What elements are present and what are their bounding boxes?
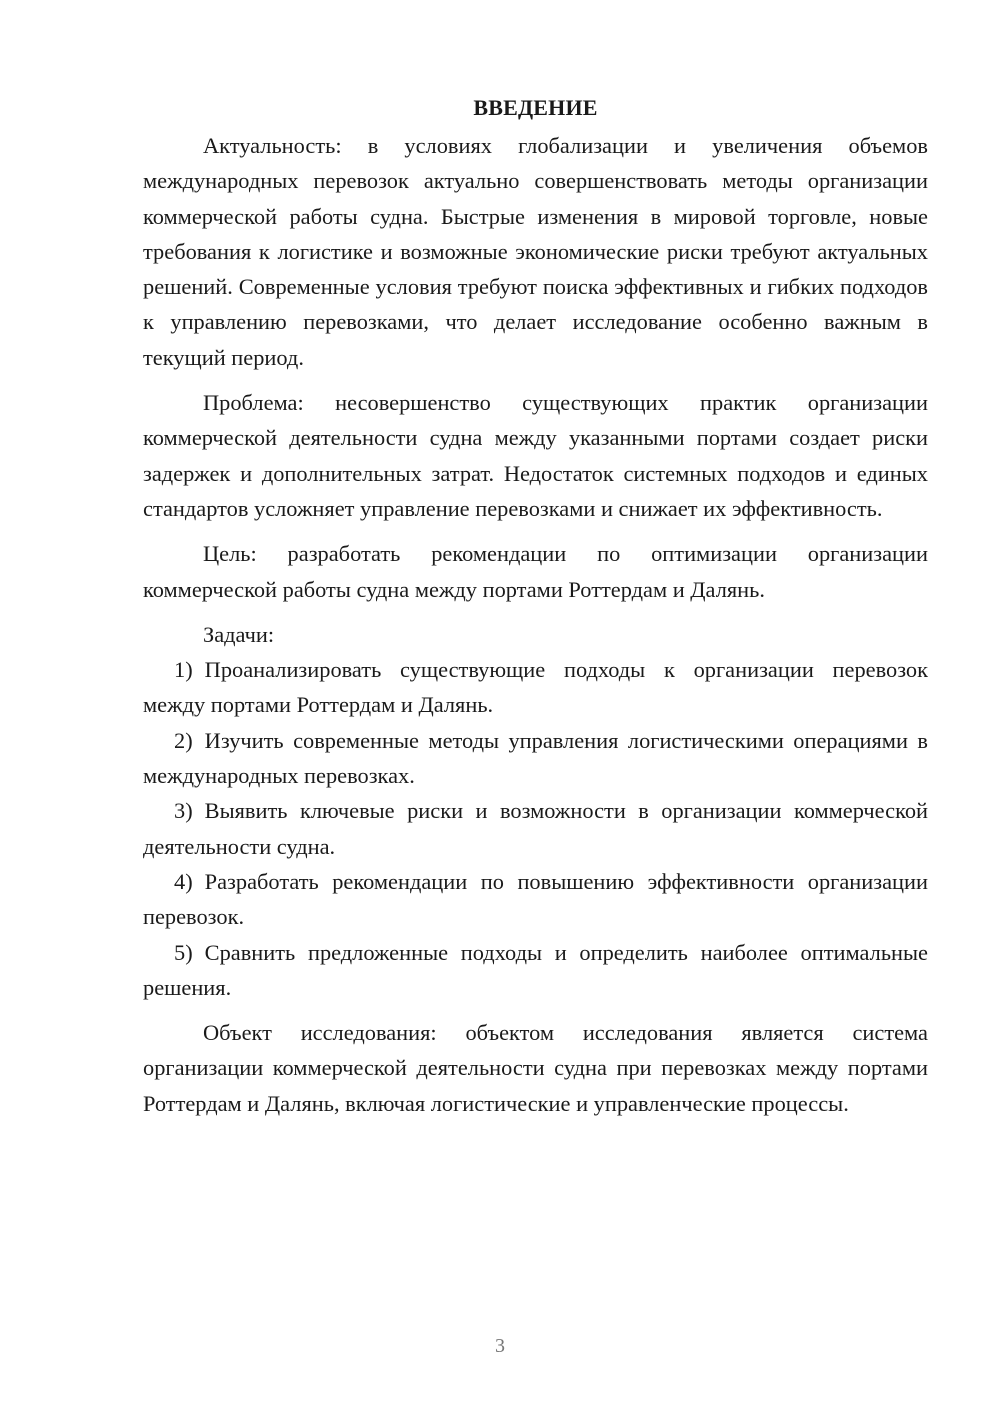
list-item-number: 4) [174, 868, 193, 894]
list-item [143, 723, 928, 794]
page-number: 3 [495, 1335, 505, 1357]
section-heading: ВВЕДЕНИЕ [473, 95, 598, 120]
list-item-number: 1) [174, 657, 193, 683]
tasks-label: Задачи: [203, 621, 275, 647]
list-item [143, 793, 928, 864]
list-item-text: Выявить ключевые риски и возможности в организации коммерческой деятельности судна. [143, 798, 928, 859]
list-item-number: 2) [174, 727, 193, 753]
relevance-paragraph: Актуальность: в условиях глобализации и увеличения объемов международных перевозок актуально совершенствовать методы организации коммерческой работы судна. Быстрые изменения в мировой торговле, новые требования к логистике и возможные экономические риски требуют актуальных решений. Современные условия требуют поиска эффективных и гибких подходов к управлению перевозками, что делает исследование особенно важным в текущий период. [143, 133, 928, 370]
problem-paragraph: Проблема: несовершенство существующих практик организации коммерческой деятельности судна между указанными портами создает риски задержек и дополнительных затрат. Недостаток системных подходов и единых стандартов усложняет управление перевозками и снижает их эффективность. [143, 390, 928, 521]
list-item-text: Проанализировать существующие подходы к организации перевозок между портами Роттердам и Далянь. [143, 657, 928, 718]
object-paragraph: Объект исследования: объектом исследования является система организации коммерческой деятельности судна при перевозках между портами Роттердам и Далянь, включая логистические и управленческие процессы. [143, 1020, 928, 1116]
document-page [143, 92, 928, 1121]
list-item [143, 935, 928, 1006]
list-item-number: 5) [174, 939, 193, 965]
list-item-text: Изучить современные методы управления логистическими операциями в международных перевозках. [143, 727, 928, 789]
tasks-list [143, 652, 928, 1005]
goal-paragraph: Цель: разработать рекомендации по оптимизации организации коммерческой работы судна между портами Роттердам и Далянь. [143, 541, 928, 602]
list-item-text: Сравнить предложенные подходы и определить наиболее оптимальные решения. [143, 939, 928, 1000]
list-item [143, 864, 928, 935]
list-item-text: Разработать рекомендации по повышению эффективности организации перевозок. [143, 868, 928, 930]
list-item [143, 652, 928, 723]
list-item-number: 3) [174, 798, 193, 824]
